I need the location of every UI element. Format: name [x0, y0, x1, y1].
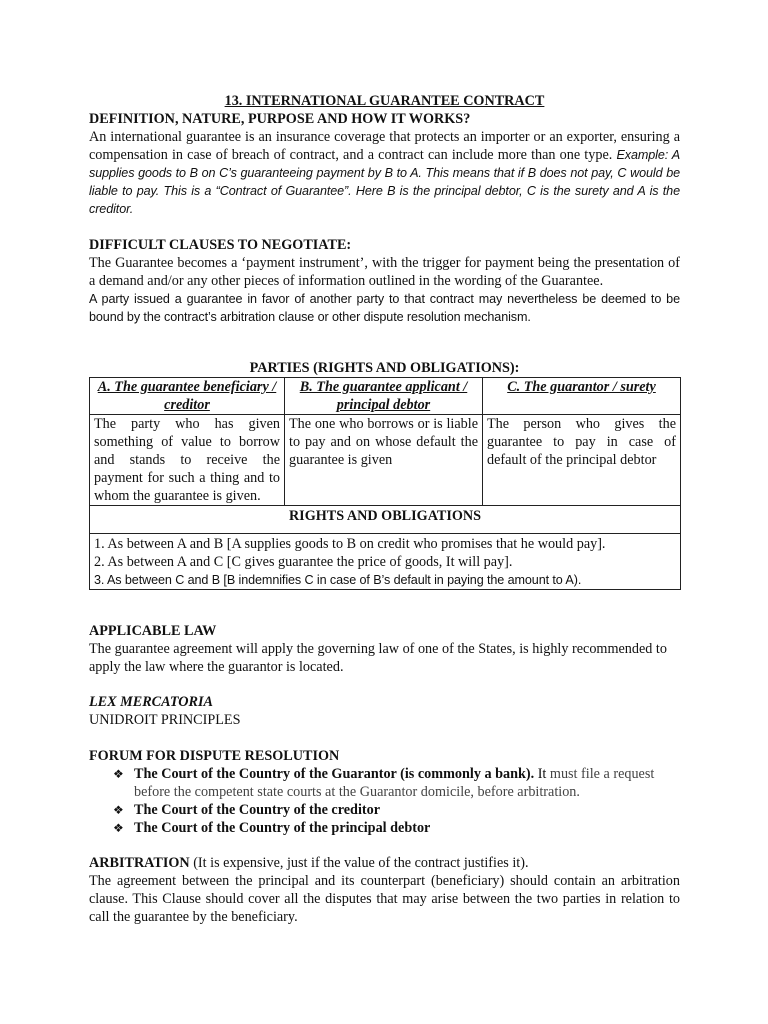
difficult-clauses-section: [89, 236, 680, 326]
definition-text: [89, 128, 680, 218]
definition-heading-rest: , NATURE, PURPOSE AND HOW IT WORKS?: [174, 111, 471, 127]
arbitration-heading: ARBITRATION: [89, 855, 190, 871]
unidroit-principles: UNIDROIT PRINCIPLES: [89, 712, 241, 728]
diamond-bullet-icon: ❖: [113, 767, 124, 781]
parties-heading: PARTIES (RIGHTS AND OBLIGATIONS):: [249, 360, 520, 376]
forum-item-debtor-bold: The Court of the Country of the principal debtor: [134, 820, 431, 836]
diamond-bullet-icon: ❖: [113, 803, 124, 817]
forum-item-guarantor-lead: It: [534, 766, 547, 782]
parties-header-row: [90, 378, 681, 415]
applicant-description: The one who borrows or is liable to pay and on whose default the guarantee is given: [285, 415, 483, 506]
parties-body-row: [90, 415, 681, 506]
forum-item-guarantor-bold: The Court of the Country of the Guarantor (is commonly a bank).: [134, 766, 535, 782]
forum-heading: FORUM FOR DISPUTE RESOLUTION: [89, 748, 340, 764]
page-title: 13. INTERNATIONAL GUARANTEE CONTRACT: [224, 93, 545, 109]
diamond-bullet-icon: ❖: [113, 821, 124, 835]
applicable-law-text: The guarantee agreement will apply the governing law of one of the States, is highly recommended to apply the law where the guarantor is located.: [89, 641, 667, 675]
lex-mercatoria-heading: LEX MERCATORIA: [89, 694, 213, 710]
forum-item-creditor: [89, 801, 680, 819]
guarantor-description: The person who gives the guarantee to pay in case of default of the principal debtor: [483, 415, 681, 506]
rights-list: [90, 534, 681, 590]
rights-item: 1. As between A and B [A supplies goods to B on credit who promises that he would pay].: [94, 536, 606, 552]
column-header-beneficiary: A. The guarantee beneficiary / creditor: [90, 378, 285, 415]
arbitration-heading-line: [89, 854, 680, 872]
arbitration-section: [89, 854, 680, 926]
definition-body: An international guarantee is an insurance coverage that protects an importer or an exporter, ensuring a compensation in case of breach of contract, and a contract can include more than one type.: [89, 129, 680, 163]
forum-item-guarantor: [89, 765, 680, 801]
difficult-clauses-heading: DIFFICULT CLAUSES TO NEGOTIATE:: [89, 237, 352, 253]
arbitration-text: The agreement between the principal and its counterpart (beneficiary) should contain an arbitration clause. This Clause should cover all the disputes that may arise between the two parties in relation to call the guarantee by the beneficiary.: [89, 873, 680, 925]
lex-mercatoria-section: [89, 693, 680, 729]
forum-section: [89, 747, 680, 837]
forum-list: [89, 765, 680, 837]
forum-item-debtor: [89, 819, 680, 837]
forum-item-guarantor-rest: must file a request before the competent state courts at the Guarantor domicile, before arbitration.: [134, 766, 655, 800]
applicable-law-heading: APPLICABLE LAW: [89, 623, 217, 639]
rights-heading-row: [90, 506, 681, 534]
parties-table: [89, 377, 681, 590]
forum-item-creditor-bold: The Court of the Country of the creditor: [134, 802, 381, 818]
rights-heading: RIGHTS AND OBLIGATIONS: [90, 506, 681, 534]
rights-item: 2. As between A and C [C gives guarantee the price of goods, It will pay].: [94, 554, 513, 570]
applicable-law-section: [89, 622, 680, 676]
beneficiary-description: The party who has given something of value to borrow and stands to receive the payment for such a thing and to whom the guarantee is given.: [90, 415, 285, 506]
difficult-clauses-p1: The Guarantee becomes a ‘payment instrument’, with the trigger for payment being the presentation of a demand and/or any other pieces of information outlined in the wording of the Guarantee.: [89, 255, 680, 289]
definition-example: Example: A supplies goods to B on C’s guaranteeing payment by B to A. This means that if B does not pay, C would be liable to pay. This is a “Contract of Guarantee”. Here B is the principal debtor, C is the surety and A is the creditor.: [89, 148, 681, 216]
definition-heading-main: DEFINITION: [89, 111, 175, 127]
column-header-applicant: B. The guarantee applicant / principal debtor: [285, 378, 483, 415]
column-header-guarantor: C. The guarantor / surety: [483, 378, 681, 415]
arbitration-note: (It is expensive, just if the value of the contract justifies it).: [189, 855, 529, 871]
definition-section: [89, 110, 680, 218]
rights-item: 3. As between C and B [B indemnifies C in case of B’s default in paying the amount to A).: [94, 573, 582, 587]
definition-heading: [89, 110, 680, 128]
rights-list-row: [90, 534, 681, 590]
difficult-clauses-p2: A party issued a guarantee in favor of another party to that contract may nevertheless be deemed to be bound by the contract’s arbitration clause or other dispute resolution mechanism.: [89, 292, 680, 324]
